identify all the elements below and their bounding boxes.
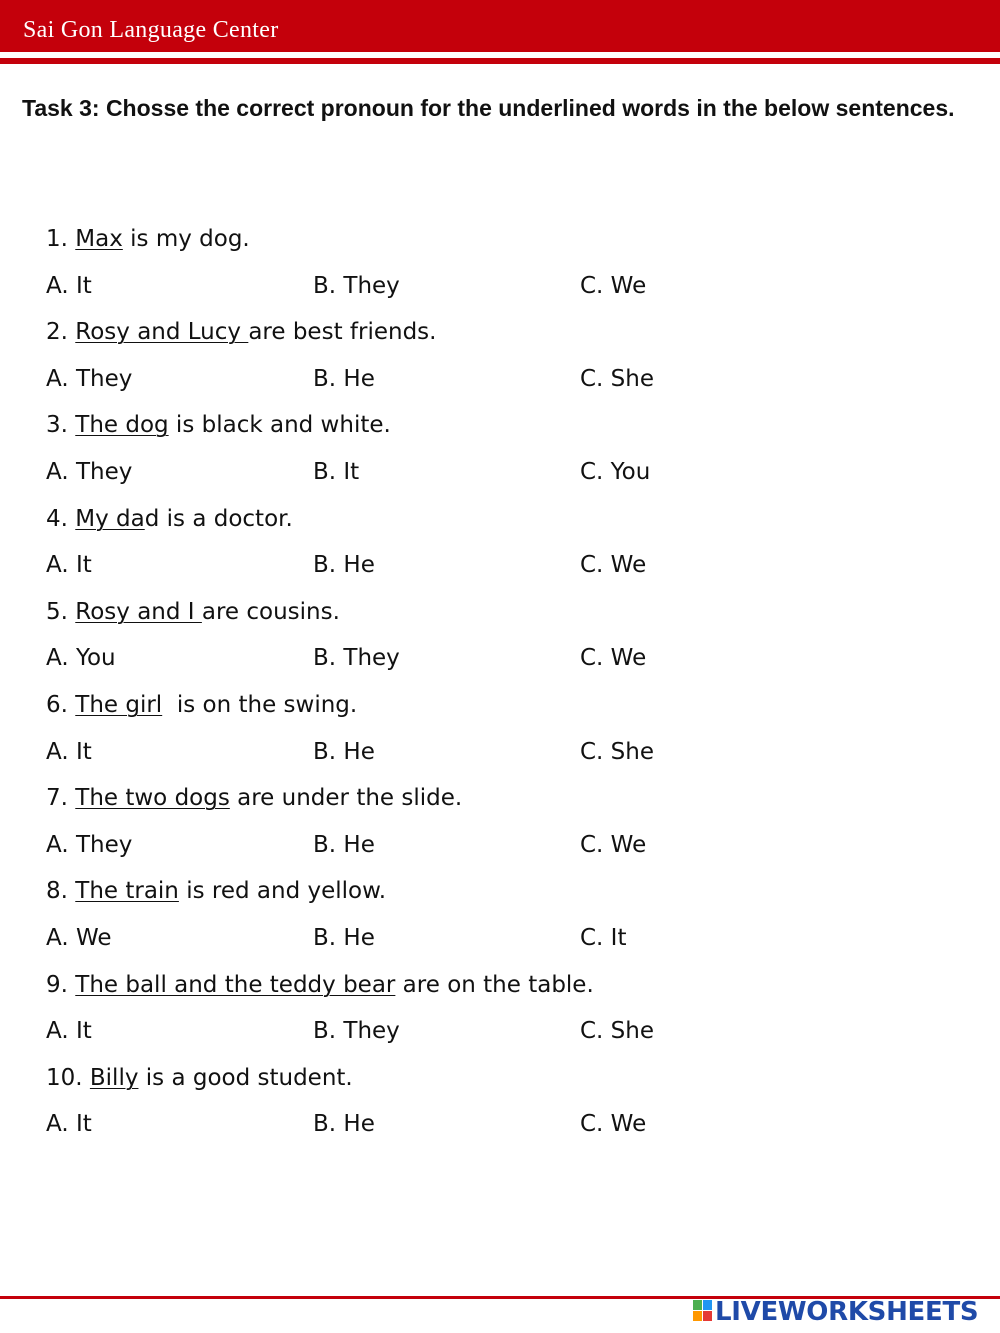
option-b[interactable]: B. He bbox=[313, 365, 375, 392]
underlined-words: Rosy and I bbox=[75, 598, 202, 625]
underlined-words: The dog bbox=[75, 412, 169, 439]
option-a[interactable]: A. They bbox=[46, 459, 133, 485]
underlined-words: The girl bbox=[75, 692, 163, 718]
underlined-words: Billy bbox=[89, 1064, 139, 1091]
option-b[interactable]: B. It bbox=[313, 459, 360, 485]
question-sentence bbox=[46, 225, 250, 253]
question-number: 3. bbox=[46, 412, 68, 439]
option-b[interactable]: B. They bbox=[313, 1018, 400, 1045]
question-number: 2. bbox=[46, 319, 68, 346]
underlined-words: Max bbox=[75, 226, 123, 252]
option-b[interactable]: B. They bbox=[313, 272, 400, 299]
option-c[interactable]: C. We bbox=[580, 645, 647, 672]
question-sentence bbox=[46, 691, 357, 719]
option-a[interactable]: A. It bbox=[46, 272, 92, 299]
option-a[interactable]: A. They bbox=[46, 831, 133, 858]
page-header-title: Sai Gon Language Center bbox=[23, 17, 279, 43]
option-c[interactable]: C. It bbox=[580, 925, 627, 951]
question-sentence bbox=[46, 598, 340, 626]
option-b[interactable]: B. They bbox=[313, 645, 400, 672]
option-c[interactable]: C. We bbox=[580, 552, 647, 579]
question-sentence bbox=[46, 971, 594, 999]
question-number: 8. bbox=[46, 878, 68, 905]
option-a[interactable]: A. They bbox=[46, 365, 133, 392]
question-sentence bbox=[46, 411, 391, 439]
option-a[interactable]: A. You bbox=[46, 645, 116, 672]
underlined-words: The ball and the teddy bear bbox=[75, 971, 396, 998]
sentence-rest: is my dog. bbox=[122, 226, 250, 252]
question-number: 7. bbox=[46, 785, 68, 812]
underlined-words: The train bbox=[75, 878, 179, 905]
option-a[interactable]: A. It bbox=[46, 1018, 92, 1045]
sentence-rest: are on the table. bbox=[395, 971, 594, 998]
option-c[interactable]: C. We bbox=[580, 1111, 647, 1138]
sentence-rest: is black and white. bbox=[168, 412, 391, 439]
liveworksheets-logo[interactable] bbox=[693, 1298, 993, 1326]
sentence-rest: are cousins. bbox=[201, 598, 340, 625]
option-b[interactable]: B. He bbox=[313, 1111, 375, 1138]
question-number: 1. bbox=[46, 226, 68, 252]
sentence-rest: is red and yellow. bbox=[178, 878, 387, 905]
question-sentence bbox=[46, 505, 293, 533]
option-c[interactable]: C. She bbox=[580, 738, 655, 765]
sentence-rest: are best friends. bbox=[248, 319, 437, 346]
option-b[interactable]: B. He bbox=[313, 925, 375, 951]
underlined-words: My da bbox=[75, 505, 145, 532]
sentence-rest: d is a doctor. bbox=[144, 505, 293, 532]
question-number: 4. bbox=[46, 505, 68, 532]
option-c[interactable]: C. You bbox=[580, 459, 651, 485]
option-a[interactable]: A. It bbox=[46, 552, 92, 579]
option-b[interactable]: B. He bbox=[313, 552, 375, 579]
option-c[interactable]: C. We bbox=[580, 831, 647, 858]
question-number: 6. bbox=[46, 692, 68, 718]
option-a[interactable]: A. We bbox=[46, 925, 112, 951]
header-divider bbox=[0, 58, 1000, 64]
question-sentence bbox=[46, 877, 386, 905]
sentence-rest: are under the slide. bbox=[229, 785, 463, 812]
task-title: Task 3: Chosse the correct pronoun for the underlined words in the below sentences. bbox=[22, 95, 955, 121]
liveworksheets-logo-icon bbox=[693, 1300, 713, 1322]
option-a[interactable]: A. It bbox=[46, 738, 92, 765]
option-b[interactable]: B. He bbox=[313, 831, 375, 858]
question-number: 9. bbox=[46, 971, 68, 998]
question-number: 5. bbox=[46, 598, 68, 625]
option-b[interactable]: B. He bbox=[313, 738, 375, 765]
question-sentence bbox=[46, 1064, 353, 1092]
question-sentence bbox=[46, 784, 462, 812]
option-c[interactable]: C. She bbox=[580, 365, 655, 392]
underlined-words: Rosy and Lucy bbox=[75, 319, 249, 346]
question-sentence bbox=[46, 318, 436, 346]
sentence-rest: is a good student. bbox=[138, 1064, 353, 1091]
liveworksheets-logo-text: LIVEWORKSHEETS bbox=[715, 1297, 979, 1327]
sentence-rest: is on the swing. bbox=[162, 692, 358, 718]
option-c[interactable]: C. She bbox=[580, 1018, 655, 1045]
question-number: 10. bbox=[46, 1064, 83, 1091]
underlined-words: The two dogs bbox=[75, 785, 230, 812]
option-a[interactable]: A. It bbox=[46, 1111, 92, 1138]
option-c[interactable]: C. We bbox=[580, 272, 647, 299]
